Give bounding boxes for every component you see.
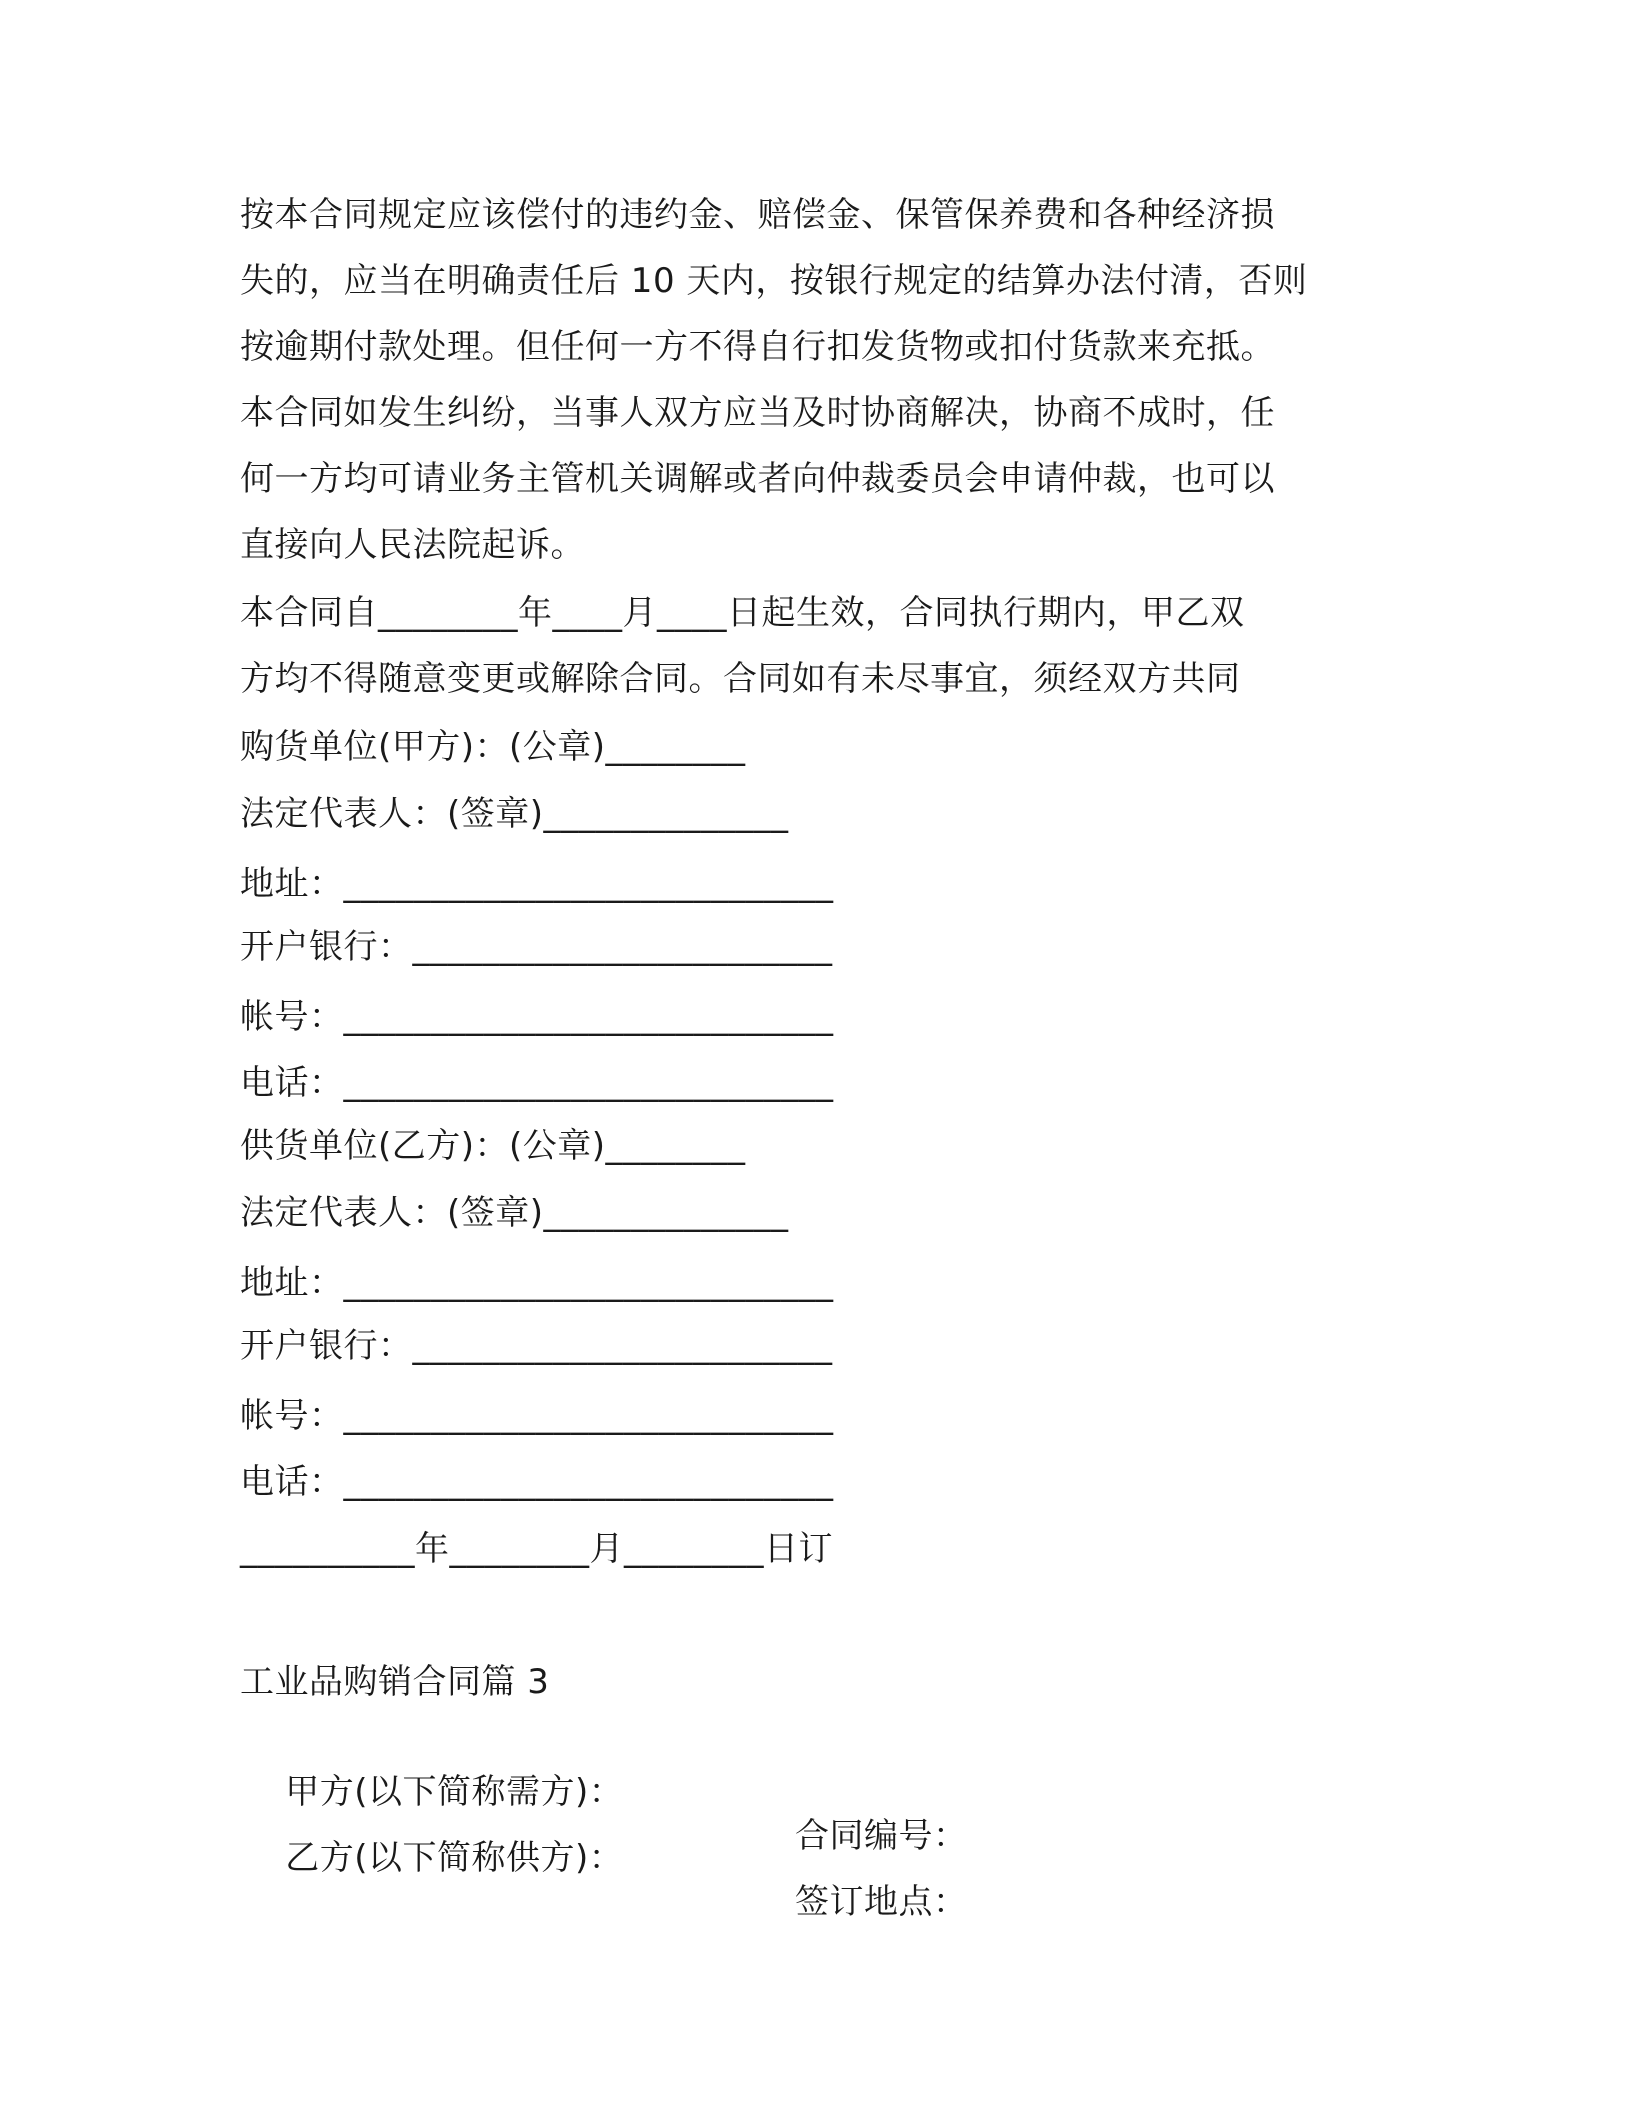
effective-clause-line: 方均不得随意变更或解除合同。合同如有未尽事宜，须经双方共同 xyxy=(240,659,1241,699)
effective-clause-line: 本合同自________年____月____日起生效，合同执行期内，甲乙双 xyxy=(240,593,1245,633)
section-title: 工业品购销合同篇 3 xyxy=(240,1662,550,1702)
party-b-phone: 电话：____________________________ xyxy=(240,1462,834,1502)
clause-text-line: 失的，应当在明确责任后 10 天内，按银行规定的结算办法付清，否则 xyxy=(240,261,1308,301)
party-a-account: 帐号：____________________________ xyxy=(240,997,834,1037)
contract-number-label: 合同编号： xyxy=(795,1816,968,1856)
dispute-clause-line: 直接向人民法院起诉。 xyxy=(240,525,585,565)
party-a-bank: 开户银行：________________________ xyxy=(240,927,833,967)
party-b-unit: 供货单位(乙方)：(公章)________ xyxy=(240,1126,746,1166)
signing-date: __________年________月________日订 xyxy=(240,1529,833,1569)
party-a-representative: 法定代表人：(签章)______________ xyxy=(240,794,789,834)
dispute-clause-line: 何一方均可请业务主管机关调解或者向仲裁委员会申请仲裁，也可以 xyxy=(240,459,1275,499)
header-row-2 xyxy=(240,1792,1400,1968)
party-a-unit: 购货单位(甲方)：(公章)________ xyxy=(240,727,746,767)
party-b-representative: 法定代表人：(签章)______________ xyxy=(240,1193,789,1233)
party-a-address: 地址：____________________________ xyxy=(240,864,834,904)
party-b-account: 帐号：____________________________ xyxy=(240,1396,834,1436)
clause-text-line: 按本合同规定应该偿付的违约金、赔偿金、保管保养费和各种经济损 xyxy=(240,195,1275,235)
dispute-clause-line: 本合同如发生纠纷，当事人双方应当及时协商解决，协商不成时，任 xyxy=(240,393,1275,433)
party-b-bank: 开户银行：________________________ xyxy=(240,1326,833,1366)
party-a-phone: 电话：____________________________ xyxy=(240,1063,834,1103)
party-b-label: 乙方(以下简称供方)： xyxy=(285,1838,624,1878)
clause-text-line: 按逾期付款处理。但任何一方不得自行扣发货物或扣付货款来充抵。 xyxy=(240,327,1275,367)
party-b-address: 地址：____________________________ xyxy=(240,1263,834,1303)
signing-place-label: 签订地点： xyxy=(795,1882,968,1922)
party-a-label: 甲方(以下简称需方)： xyxy=(285,1772,624,1812)
